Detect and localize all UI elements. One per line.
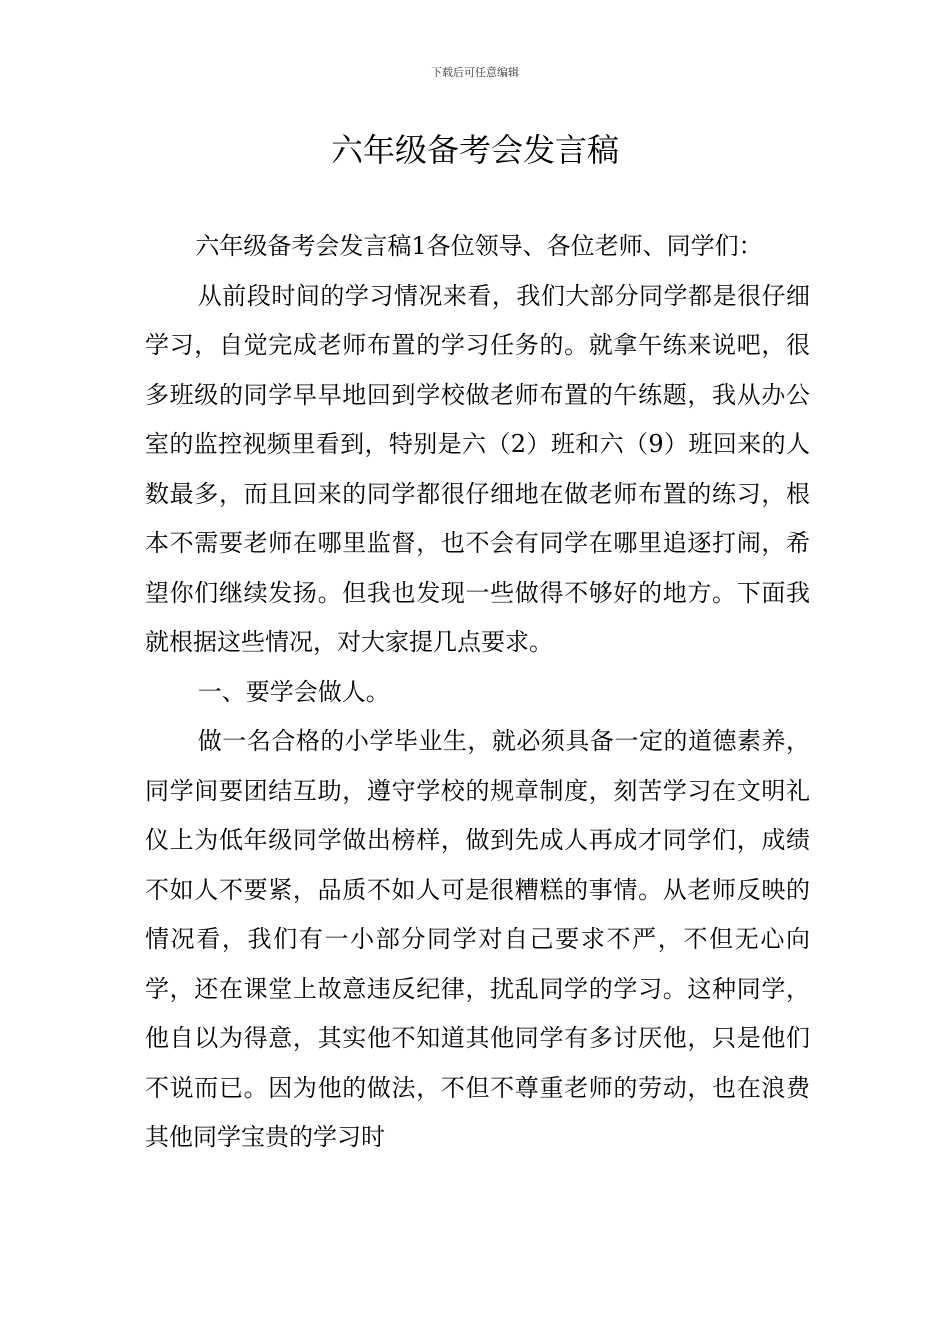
paragraph-intro: 从前段时间的学习情况来看，我们大部分同学都是很仔细学习，自觉完成老师布置的学习任务的。就拿午练来说吧，很多班级的同学早早地回到学校做老师布置的午练题，我从办公室的监控视频里看到，特别是六（2）班和六（9）班回来的人数最多，而且回来的同学都很仔细地在做老师布置的练习，根本不需要老师在哪里监督，也不会有同学在哪里追逐打闹，希望你们继续发扬。但我也发现一些做得不够好的地方。下面我就根据这些情况，对大家提几点要求。 — [145, 281, 810, 656]
paragraph-section-one: 做一名合格的小学毕业生，就必须具备一定的道德素养，同学间要团结互助，遵守学校的规章制度，刻苦学习在文明礼仪上为低年级同学做出榜样，做到先成人再成才同学们，成绩不如人不要紧，品质不如人可是很糟糕的事情。从老师反映的情况看，我们有一小部分同学对自己要求不严，不但无心向学，还在课堂上故意违反纪律，扰乱同学的学习。这种同学，他自以为得意，其实他不知道其他同学有多讨厌他，只是他们不说而已。因为他的做法，不但不尊重老师的劳动，也在浪费其他同学宝贵的学习时 — [145, 727, 810, 1151]
header-note: 下载后可任意编辑 — [431, 66, 519, 79]
section-heading: 一、要学会做人。 — [197, 677, 390, 706]
paragraph-greeting: 六年级备考会发言稿1各位领导、各位老师、同学们： — [195, 232, 763, 260]
document-body — [145, 222, 810, 1163]
document-title: 六年级备考会发言稿 — [330, 131, 619, 169]
